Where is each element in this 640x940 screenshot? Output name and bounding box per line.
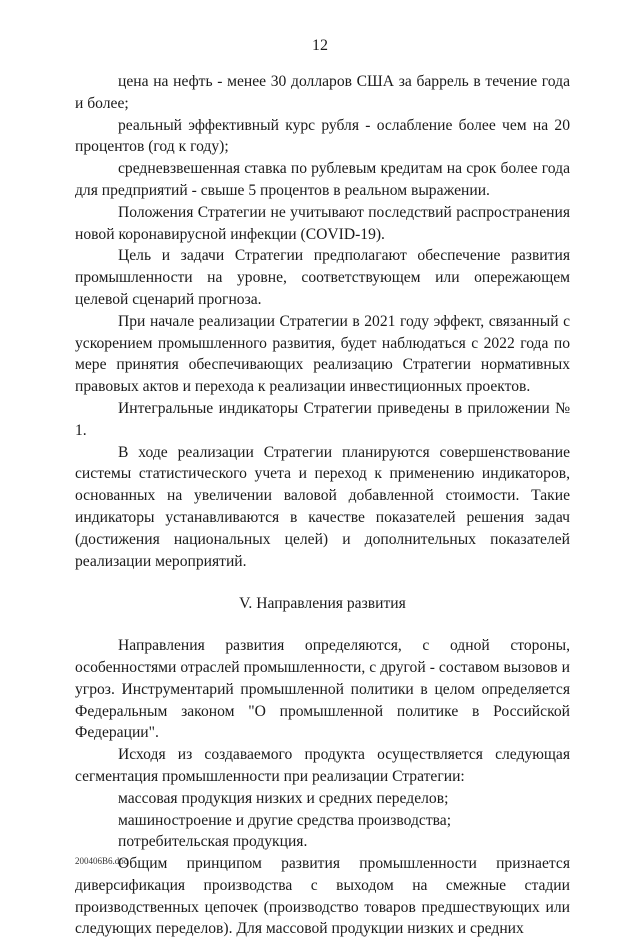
paragraph: реальный эффективный курс рубля - ослабление более чем на 20 процентов (год к году); <box>75 116 570 156</box>
list-item: потребительская продукция. <box>118 833 308 851</box>
paragraph: Положения Стратегии не учитывают последствий распространения новой коронавирусной инфекции (COVID-19). <box>75 203 570 243</box>
spacer <box>75 572 570 593</box>
page-number: 12 <box>312 37 328 54</box>
file-name-footer: 200406В6.doc <box>75 856 128 866</box>
paragraph: Исходя из создаваемого продукта осуществляется следующая сегментация промышленности при реализации Стратегии: <box>75 746 570 785</box>
list-item: массовая продукция низких и средних переделов; <box>118 789 449 807</box>
paragraph: Интегральные индикаторы Стратегии приведены в приложении № 1. <box>75 399 570 439</box>
document-body <box>75 71 570 940</box>
paragraph: Цель и задачи Стратегии предполагают обеспечение развития промышленности на уровне, соответствующем или опережающем целевой сценарий прогноза. <box>75 247 570 308</box>
spacer <box>75 615 570 635</box>
paragraph: В ходе реализации Стратегии планируются совершенствование системы статистического учета и переход к применению индикаторов, основанных на увеличении валовой добавленной стоимости. Такие индикаторы устанавливаются в качестве показателей решения задач (достижения национальных целей) и дополнительных показателей реализации мероприятий. <box>75 443 570 570</box>
paragraph: Направления развития определяются, с одной стороны, особенностями отраслей промышленности, с другой - составом вызовов и угроз. Инструментарий промышленной политики в целом определяется Федеральным законом "О промышленной политике в Российской Федерации". <box>75 637 570 742</box>
paragraph: средневзвешенная ставка по рублевым кредитам на срок более года для предприятий - свыше 5 процентов в реальном выражении. <box>75 160 570 199</box>
paragraph: Общим принципом развития промышленности признается диверсификация производства с выходом на смежные стадии производственных цепочек (производство товаров предшествующих или следующих переделов). Для массовой продукции низких и средних <box>75 855 570 938</box>
section-title: V. Направления развития <box>239 595 406 613</box>
paragraph: При начале реализации Стратегии в 2021 году эффект, связанный с ускорением промышленного развития, будет наблюдаться с 2022 года по мере принятия обеспечивающих реализацию Стратегии нормативных правовых актов и перехода к реализации инвестиционных проектов. <box>75 312 570 396</box>
list-item: машиностроение и другие средства производства; <box>118 811 452 829</box>
paragraph: цена на нефть - менее 30 долларов США за баррель в течение года и более; <box>75 73 570 112</box>
